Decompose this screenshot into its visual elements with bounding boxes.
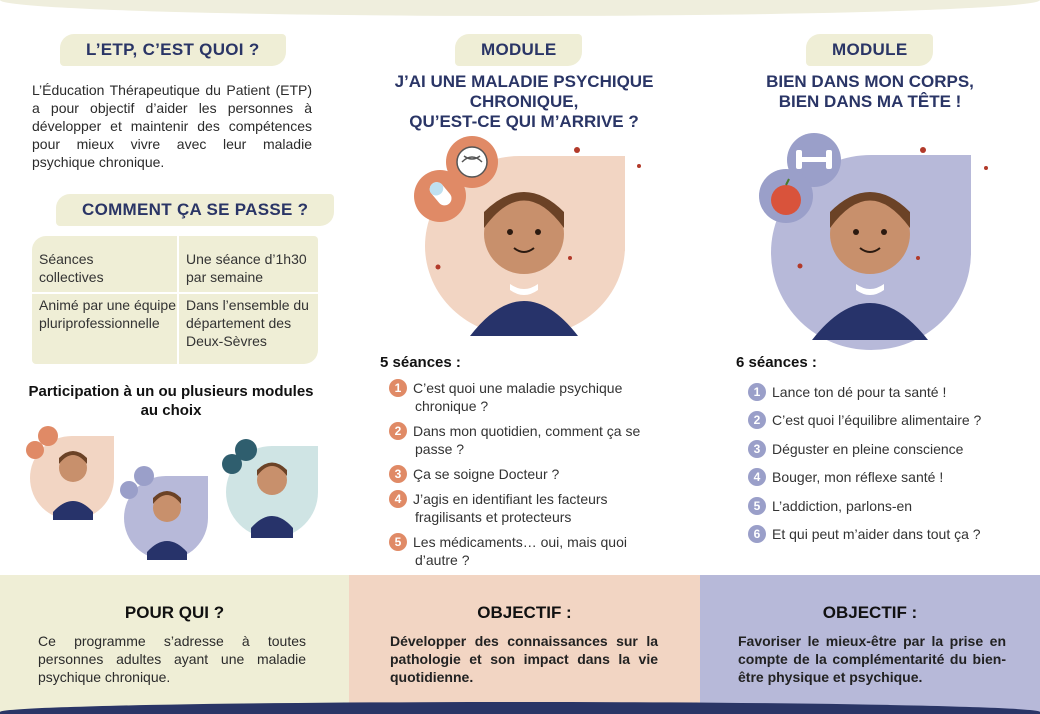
module1-title (364, 72, 684, 132)
target-panel (0, 575, 349, 714)
module2-title (730, 72, 1010, 112)
table-cell: Une séance d’1h30 par semaine (186, 251, 307, 285)
session-text: Les médicaments… oui, mais quoi (413, 534, 627, 550)
target-title: POUR QUI ? (124, 603, 225, 622)
session-text: Dans mon quotidien, comment ça se (413, 423, 641, 439)
module1-title-line: QU’EST-CE QUI M’ARRIVE ? (409, 112, 639, 131)
objective2-text: Favoriser le mieux-être par la prise en compte de la complémentarité du bien-être physique et psychique. (738, 633, 1006, 685)
etp-heading: L’ETP, C’EST QUOI ? (60, 34, 286, 66)
module1-title-line: CHRONIQUE, (469, 92, 579, 111)
session-text: C’est quoi une maladie psychique (413, 380, 623, 396)
module1-sessions-label: 5 séances : (380, 354, 461, 371)
session-item (413, 490, 673, 526)
session-item: Bouger, mon réflexe santé ! (772, 469, 944, 485)
session-item (413, 465, 673, 483)
session-number-badge: 4 (389, 490, 407, 508)
objective2-title: OBJECTIF : (822, 603, 918, 622)
session-item (413, 533, 673, 569)
session-number-badge: 5 (389, 533, 407, 551)
module1-title-line: J’AI UNE MALADIE PSYCHIQUE (394, 72, 654, 91)
session-item (413, 379, 673, 415)
session-number-badge: 1 (389, 379, 407, 397)
table-cell: Séances collectives (39, 251, 104, 285)
module2-title-line: BIEN DANS MA TÊTE ! (778, 92, 962, 111)
objective1-text: Développer des connaissances sur la pathologie et son impact dans la vie quotidienne. (390, 633, 658, 685)
session-number-badge: 2 (389, 422, 407, 440)
module1-illustration (410, 136, 650, 341)
participation-text: Participation à un ou plusieurs modules au choix (28, 383, 314, 419)
objective1-title: OBJECTIF : (477, 603, 572, 622)
objective1-panel (349, 575, 700, 714)
session-number-badge: 2 (748, 411, 766, 429)
target-text: Ce programme s’adresse à toutes personnes adultes ayant une maladie psychique chronique. (38, 633, 306, 685)
session-text: d’autre ? (415, 552, 470, 568)
module1-pill: MODULE (455, 34, 582, 66)
session-number-badge: 5 (748, 497, 766, 515)
session-number-badge: 3 (389, 465, 407, 483)
session-item (413, 422, 673, 458)
apple-icon (759, 169, 813, 223)
session-item: L’addiction, parlons-en (772, 498, 913, 514)
modules-illustration (20, 420, 330, 565)
session-text: passe ? (415, 441, 465, 457)
session-text: J’agis en identifiant les facteurs (413, 491, 608, 507)
table-divider (177, 236, 179, 364)
module2-illustration (756, 130, 996, 350)
info-table (32, 236, 318, 364)
session-number-badge: 1 (748, 383, 766, 401)
module2-title-line: BIEN DANS MON CORPS, (766, 72, 974, 91)
session-item: C’est quoi l’équilibre alimentaire ? (772, 412, 982, 428)
pill-icon (414, 170, 466, 222)
objective2-panel (700, 575, 1040, 714)
how-heading: COMMENT ÇA SE PASSE ? (56, 194, 334, 226)
session-text: fragilisants et protecteurs (415, 509, 572, 525)
table-cell: Dans l’ensemble du département des Deux-Sèvres (186, 297, 309, 349)
session-item: Déguster en pleine conscience (772, 441, 964, 457)
table-divider (32, 292, 318, 294)
table-cell: Animé par une équipe pluriprofessionnelle (39, 297, 176, 331)
session-number-badge: 4 (748, 468, 766, 486)
session-text: chronique ? (415, 398, 489, 414)
etp-intro: L’Éducation Thérapeutique du Patient (ETP) a pour objectif d’aider les personnes à développer et maintenir des compétences pour mieux vivre avec leur maladie psychique chronique. (32, 82, 312, 170)
session-number-badge: 3 (748, 440, 766, 458)
module2-pill: MODULE (806, 34, 933, 66)
session-number-badge: 6 (748, 525, 766, 543)
session-item: Et qui peut m’aider dans tout ça ? (772, 526, 981, 542)
session-item: Lance ton dé pour ta santé ! (772, 384, 947, 400)
module2-sessions-label: 6 séances : (736, 354, 817, 371)
top-decor-band (0, 0, 1040, 16)
session-text: Ça se soigne Docteur ? (413, 466, 560, 482)
